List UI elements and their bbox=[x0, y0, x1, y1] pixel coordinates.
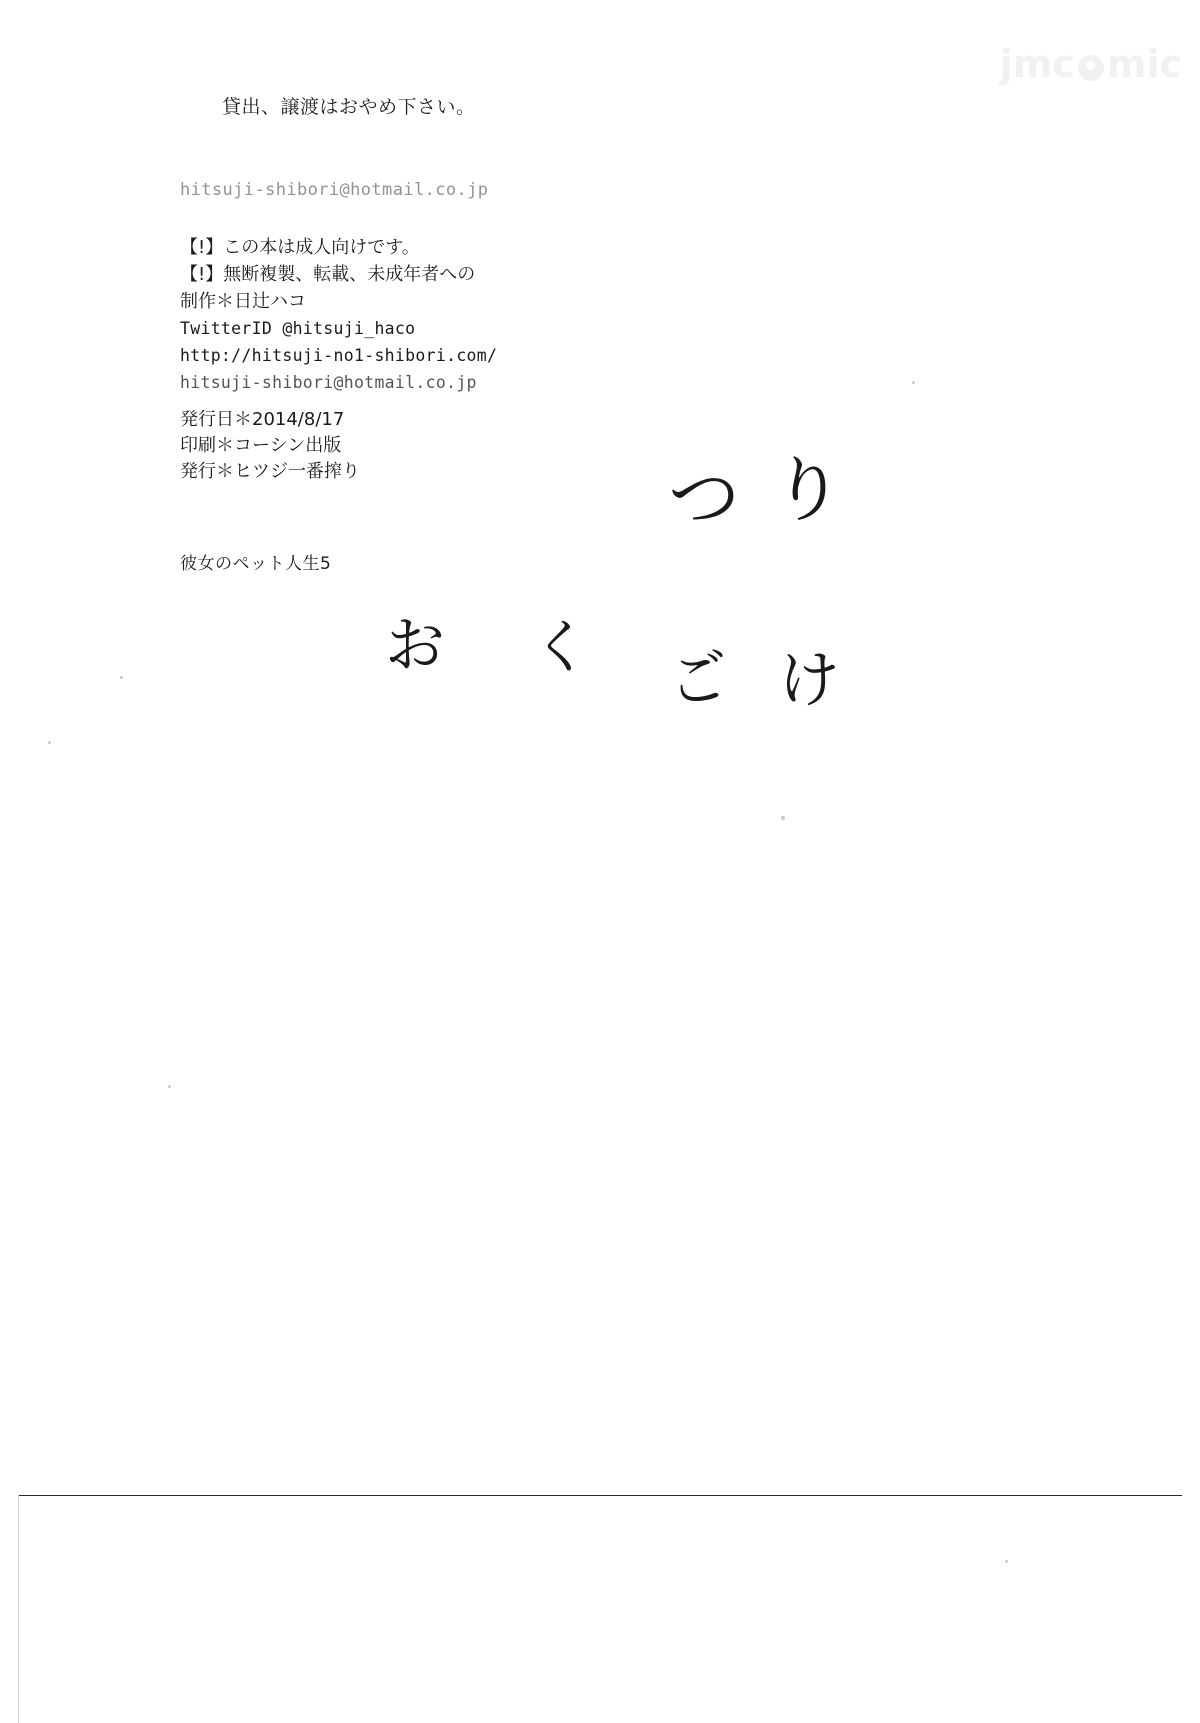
dust-speck bbox=[48, 741, 51, 744]
colophon-secondary-block bbox=[180, 407, 360, 485]
faded-email-line: hitsuji-shibori@hotmail.co.jp bbox=[180, 180, 489, 200]
colophon-line-website: http://hitsuji-no1-shibori.com/ bbox=[180, 346, 498, 365]
dust-speck bbox=[168, 1085, 171, 1088]
colophon-line-adult-notice: 【!】この本は成人向けです。 bbox=[180, 237, 420, 258]
page-bottom-divider bbox=[18, 1495, 1182, 1496]
colophon-line-reproduction-notice: 【!】無断複製、転載、未成年者への bbox=[180, 264, 476, 285]
colophon-line-printer: 印刷＊コーシン出版 bbox=[180, 435, 342, 456]
background-kana-6: け bbox=[778, 643, 841, 716]
dust-speck bbox=[1005, 1560, 1008, 1563]
colophon-primary-block bbox=[180, 234, 498, 392]
colophon-line-twitter: TwitterID @hitsuji_haco bbox=[180, 319, 416, 338]
lending-notice: 貸出、譲渡はおやめ下さい。 bbox=[222, 96, 476, 118]
circle-dot-icon bbox=[1078, 55, 1104, 81]
background-kana-1: つ bbox=[666, 454, 743, 542]
background-kana-4: く bbox=[532, 613, 591, 681]
watermark-text-right: mic bbox=[1106, 42, 1182, 86]
watermark-text-left: jmc bbox=[999, 42, 1075, 86]
background-kana-3: お bbox=[385, 611, 445, 681]
background-kana-5: ご bbox=[665, 642, 733, 718]
background-kana-2: り bbox=[770, 446, 846, 534]
colophon-line-author: 制作＊日辻ハコ bbox=[180, 291, 306, 312]
dust-speck bbox=[781, 816, 785, 820]
colophon-line-publisher: 発行＊ヒツジ一番搾り bbox=[180, 461, 360, 482]
dust-speck bbox=[912, 381, 915, 384]
watermark-logo bbox=[1000, 42, 1182, 86]
colophon-line-email: hitsuji-shibori@hotmail.co.jp bbox=[180, 373, 477, 392]
dust-speck bbox=[120, 676, 123, 679]
page-edge-line bbox=[18, 1495, 19, 1723]
colophon-line-publish-date: 発行日＊2014/8/17 bbox=[180, 409, 345, 430]
book-title: 彼女のペット人生5 bbox=[180, 554, 332, 574]
